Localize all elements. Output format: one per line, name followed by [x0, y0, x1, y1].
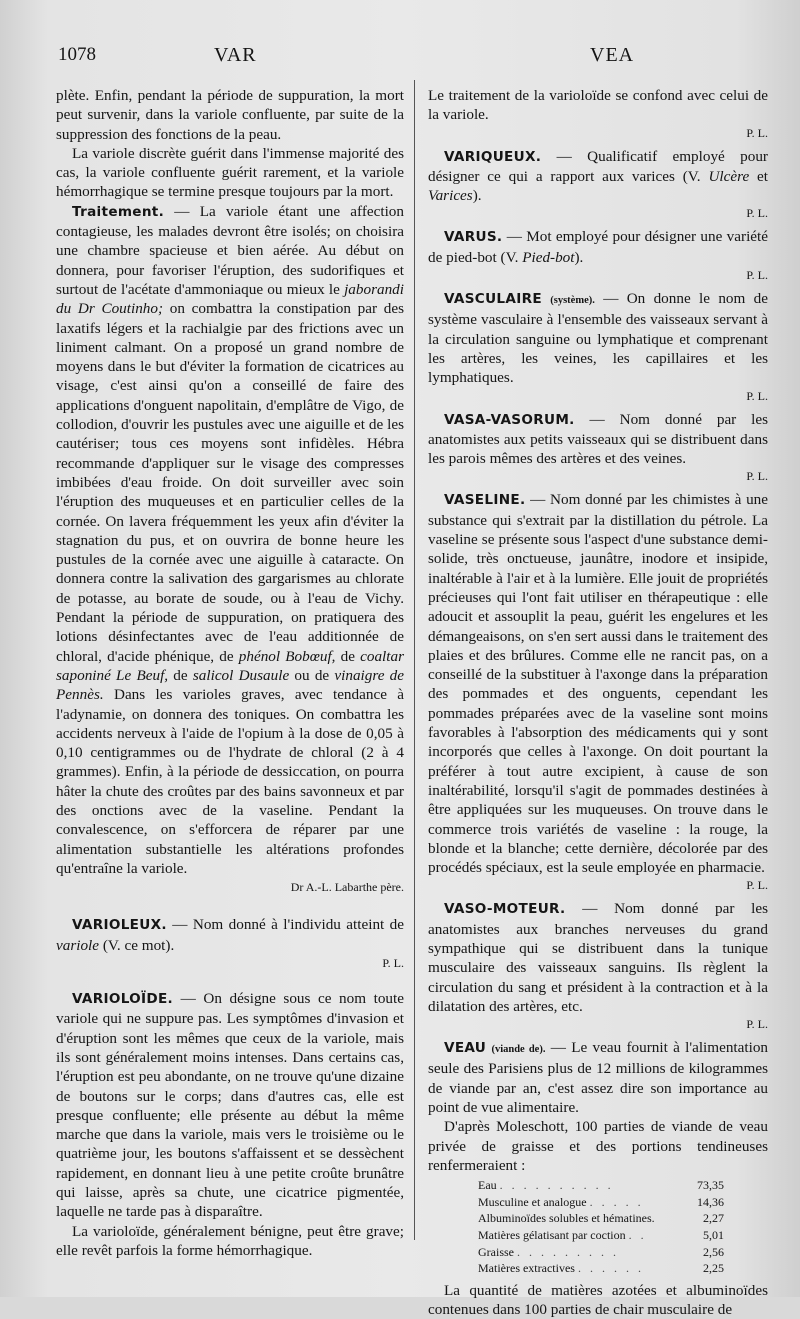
entry-veau: VEAU (viande de). — Le veau fournit à l'alimentation seule des Parisiens plus de 12 millions de kilogrammes de viande par an, c'est assez dire son importance au point de vue alimentaire.: [428, 1039, 769, 1117]
leader-dots: . . . . . .: [577, 1261, 644, 1276]
term-vasa-vasorum: VASA-VASORUM.: [444, 411, 575, 428]
composition-row: [428, 1194, 768, 1211]
entry-vaso-moteur: VASO-MOTEUR. — Nom donné par les anatomistes aux branches nerveuses du grand sympathique qui se distribuent dans la tunique musculaire des vaisseaux sanguins. Ils règlent la circulation du sang et président à la contraction et à la dilatation des artères, etc.: [428, 900, 768, 1015]
entry-variqueux: VARIQUEUX. — Qualificatif employé pour désigner ce qui a rapport aux varices (V. Ulcère et Varices).: [428, 147, 769, 205]
composition-label: Musculine et analogue: [478, 1194, 587, 1209]
composition-label: Albuminoïdes solubles et hématines.: [478, 1211, 655, 1226]
term-traitement: Traitement.: [72, 203, 165, 220]
paragraph-moleschott: D'après Moleschott, 100 parties de viande de veau privée de graisse et des portions tendineuses renfermeraient :: [428, 1118, 768, 1174]
initials: P. L.: [382, 956, 404, 971]
term-vasculaire: VASCULAIRE: [444, 291, 542, 308]
leader-dots: . . . . . . . . . .: [499, 1178, 614, 1193]
term-variqueux: VARIQUEUX.: [444, 148, 542, 165]
term-varioleux: VARIOLEUX.: [72, 917, 167, 934]
initials: P. L.: [746, 268, 768, 283]
paragraph-continuation: Le traitement de la varioloïde se confond avec celui de la variole.: [428, 87, 768, 124]
composition-row: [428, 1227, 768, 1244]
leader-dots: . .: [628, 1228, 647, 1243]
entry-vaseline: VASELINE. — Nom donné par les chimistes à une substance qui s'extrait par la distillation du pétrole. La vaseline se présente sous l'aspect d'une substance demi-solide, très onctueuse, jaunâtre, inodore et insipide, inaltérable à l'air et à la lumière. Elle jouit de propriétés précieuses qui l'ont fait utiliser en thérapeutique : elle adoucit et assouplit la peau, guérit les engelures et les démangeaisons, on s'en sert aussi dans le traitement des plaies et des brûlures. Comme elle ne rancit pas, on a conseillé de la substituer à l'axonge dans la préparation des pommades et des onguents, cependant les pommades préparées avec de la vaseline sont moins favorables à l'absorption des médicaments qui y sont incorporés que celles à l'axonge. On doit pourtant la préférer à tout autre excipient, à cause de son inaltérabilité, lorsqu'il s'agit de pommades destinées à être appliquées sur les muqueuses. On trouve dans le commerce trois variétés de vaseline : la rouge, la blonde et la blanche; cette dernière, décolorée par des procédés spéciaux, est la seule employée en pharmacie.: [428, 491, 768, 877]
composition-value: 5,01: [703, 1228, 724, 1243]
column-divider: [414, 80, 415, 1240]
author-signature: Dr A.-L. Labarthe père.: [290, 880, 404, 895]
left-column: [56, 86, 404, 1260]
composition-value: 14,36: [697, 1194, 724, 1209]
term-varioloide: VARIOLOÏDE.: [72, 991, 174, 1008]
term-vaso-moteur: VASO-MOTEUR.: [444, 901, 566, 918]
composition-row: [428, 1177, 768, 1194]
composition-row: [428, 1210, 768, 1227]
composition-row: [428, 1260, 768, 1277]
paragraph-prognosis: La variole discrète guérit dans l'immense majorité des cas, la variole confluente guérit rarement, et la variole hémorrhagique se termine presque toujours par la mort.: [56, 144, 404, 201]
composition-value: 2,25: [703, 1261, 724, 1276]
right-column: [428, 86, 768, 1319]
paragraph-varioloide-gravity: La varioloïde, généralement bénigne, peut être grave; elle revêt parfois la forme hémorrhagique.: [56, 1222, 404, 1259]
leader-dots: . . . . .: [589, 1194, 644, 1209]
term-varus: VARUS.: [444, 229, 503, 246]
paragraph-nitrogen: La quantité de matières azotées et albuminoïdes contenues dans 100 parties de chair musculaire de: [428, 1281, 768, 1319]
initials: P. L.: [746, 878, 768, 893]
initials: P. L.: [746, 206, 768, 221]
paragraph-suppuration: plète. Enfin, pendant la période de suppuration, la mort peut survenir, dans la variole confluente, par suite de la suppression des fonctions de la peau.: [56, 87, 404, 143]
initials: P. L.: [746, 1017, 768, 1032]
composition-table: [428, 1177, 768, 1277]
composition-label: Graisse: [478, 1244, 514, 1259]
running-head-right: VEA: [590, 44, 635, 66]
paragraph-treatment: Traitement. — La variole étant une affection contagieuse, les malades devront être isolés; on choisira une chambre spacieuse et bien aérée. Au début on donnera, pour favoriser l'éruption, des sudorifiques et surtout de l'acétate d'ammoniaque ou mieux le jaborandi du Dr Coutinho; on combattra la constipation par des laxatifs légers et la rachialgie par des frictions avec un liniment calmant. On a proposé un grand nombre de moyens dans le but d'éviter la formation de cicatrices au visage, c'est ainsi qu'on a conseillé de faire des applications d'onguent napolitain, d'emplâtre de Vigo, de collodion, d'ouvrir les pustules avec une aiguille et de les cautériser; tous ces moyens sont infidèles. Hébra recommande d'appliquer sur le visage des compresses imbibées d'eau froide. On doit surveiller avec soin l'éruption des muqueuses et en particulier celles de la cornée. On lavera fréquemment les yeux afin d'éviter la stagnation du pus, et on ouvrira de bonne heure les pustules de la cornée avec une aiguille à cataracte. On donnera contre la salivation des gargarismes au chlorate de potasse, au borate de soude, ou à l'eau de Vichy. Pendant la période de suppuration, on pratiquera des lotions désinfectantes avec de l'eau additionnée de chloral, d'acide phénique, de phénol Bobœuf, de coaltar saponiné Le Beuf, de salicol Dusaule ou de vinaigre de Pennès. Dans les varioles graves, avec tendance à l'adynamie, on donnera des toniques. On combattra les accidents nerveux à l'aide de l'opium à la dose de 0,05 à 0,10 centigrammes ou de l'hydrate de chloral (2 à 4 grammes). Enfin, à la période de dessiccation, on pourra hâter la chute des croûtes par des bains savonneux et par des onctions avec de la vaseline. Pendant la convalescence, on s'efforcera de réparer par une alimentation substantielle les altérations profondes qu'entraîne la variole.: [56, 202, 405, 877]
entry-varus: VARUS. — Mot employé pour désigner une variété de pied-bot (V. Pied-bot).: [428, 228, 768, 266]
composition-label: Matières extractives: [478, 1261, 575, 1276]
initials: P. L.: [746, 469, 768, 484]
leader-dots: . . . . . . . . .: [517, 1244, 619, 1259]
composition-label: Matières gélatisant par coction: [478, 1228, 626, 1243]
entry-varioloide: VARIOLOÏDE. — On désigne sous ce nom toute variole qui ne suppure pas. Les symptômes d'invasion et d'éruption sont les mêmes que ceux de la variole, mais ils sont généralement moins intenses. Dans certains cas, l'éruption est peu abondante, on ne trouve qu'une dizaine de boutons sur le corps; dans d'autres cas, elle est presque confluente; elle présente au début la même marche que dans la variole, mais vers le troisième ou le quatrième jour, les boutons s'affaissent et se dessèchent rapidement, en donnant lieu à une petite croûte brunâtre qui laisse, après sa chute, une cicatrice pigmentée, laquelle ne tarde pas à disparaître.: [56, 990, 404, 1221]
entry-vasculaire: VASCULAIRE (système). — On donne le nom de système vasculaire à l'ensemble des vaisseaux servant à la circulation sanguine ou lymphatique et comprenant les artères, les veines, les capillaires et les lymphatiques.: [428, 290, 768, 387]
entry-vasa-vasorum: VASA-VASORUM. — Nom donné par les anatomistes aux petits vaisseaux qui se distribuent dans les parois mêmes des artères et des veines.: [428, 410, 768, 468]
running-head-left: VAR: [214, 44, 257, 66]
composition-value: 2,27: [703, 1211, 724, 1226]
term-veau: VEAU: [444, 1040, 487, 1057]
composition-label: Eau: [478, 1178, 497, 1193]
page-number: 1078: [58, 44, 96, 65]
initials: P. L.: [746, 388, 768, 403]
composition-row: [428, 1244, 768, 1261]
composition-value: 73,35: [697, 1178, 724, 1193]
composition-value: 2,56: [703, 1244, 724, 1259]
initials: P. L.: [746, 125, 768, 140]
entry-varioleux: VARIOLEUX. — Nom donné à l'individu atteint de variole (V. ce mot).: [56, 916, 404, 954]
term-vaseline: VASELINE.: [444, 492, 526, 509]
